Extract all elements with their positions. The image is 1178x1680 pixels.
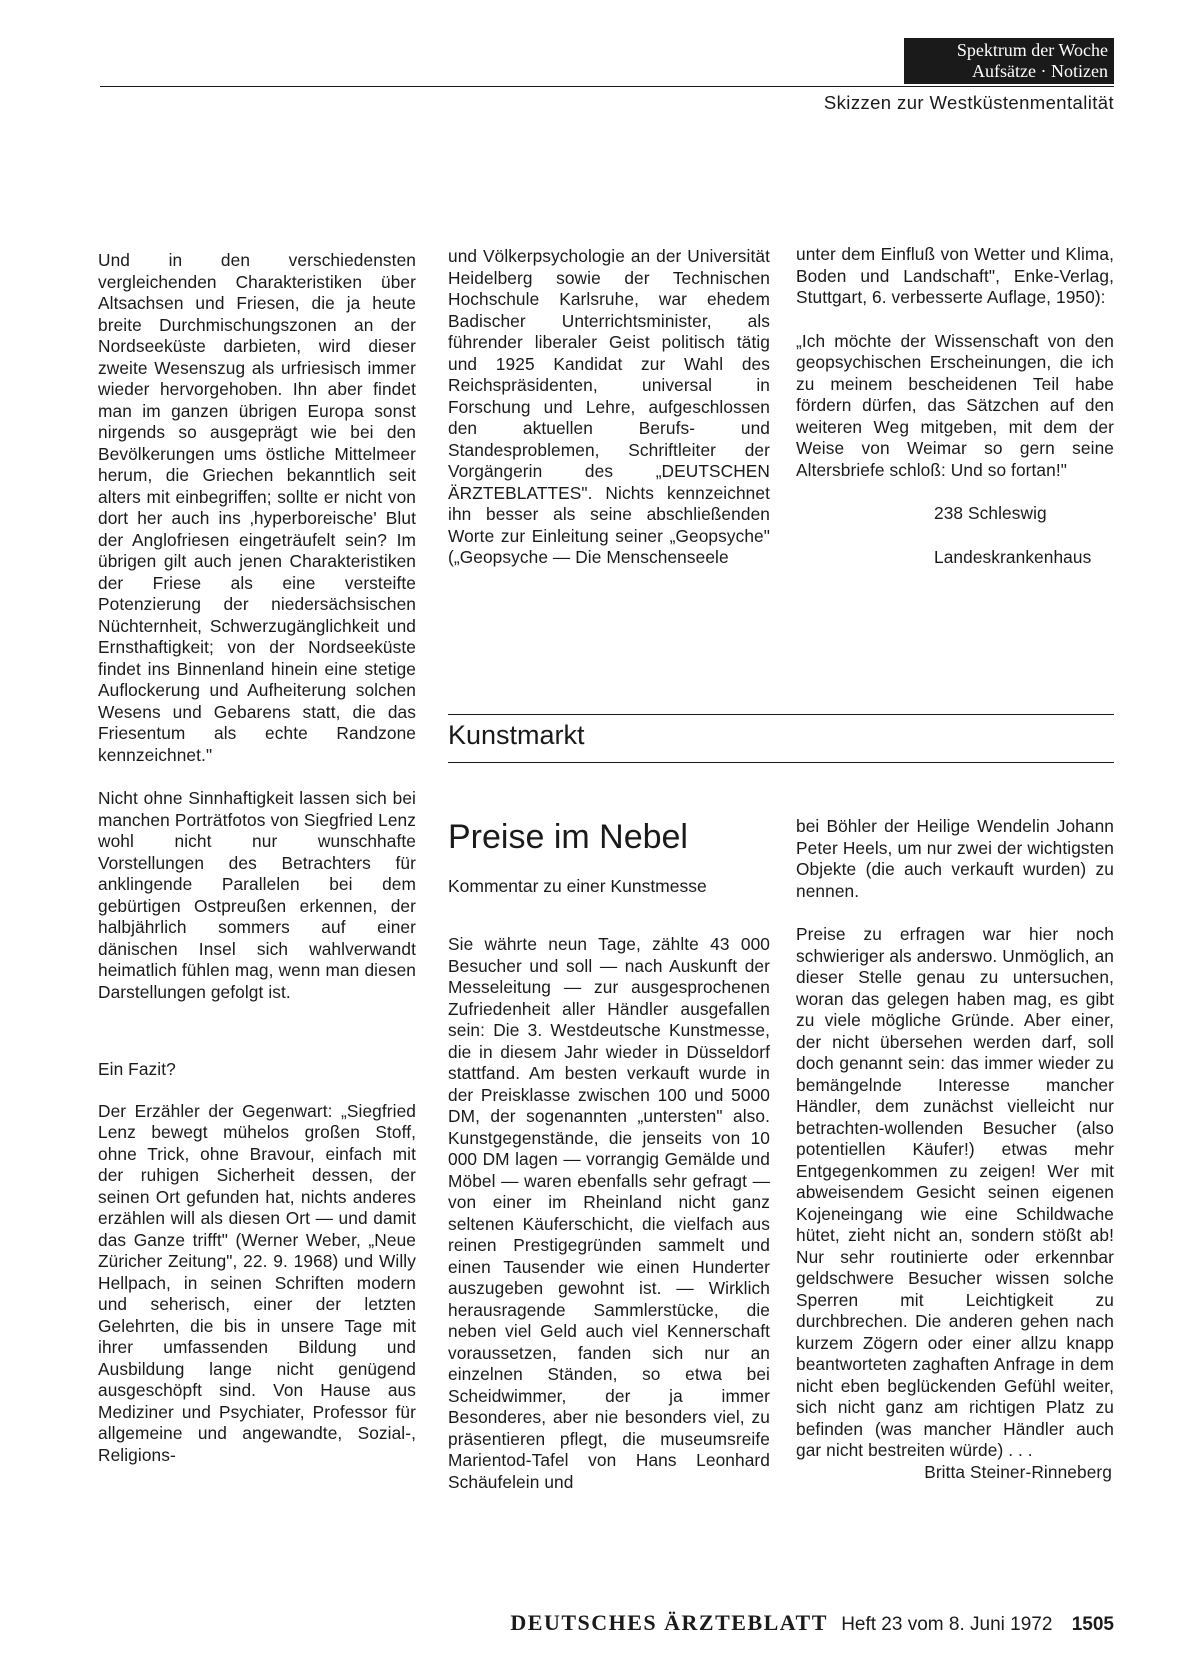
section-badge xyxy=(904,38,1114,84)
column-left xyxy=(98,250,416,1488)
column-middle-top xyxy=(448,246,770,591)
paragraph: unter dem Einfluß von Wetter und Klima, Boden und Landschaft", Enke-Verlag, Stuttgart, 6. verbesserte Auflage, 1950): xyxy=(796,244,1114,307)
column-right-top xyxy=(796,244,1114,590)
article-author: Britta Steiner-Rinneberg xyxy=(924,1461,1112,1482)
section-title: Skizzen zur Westküstenmentalität xyxy=(823,92,1114,113)
section-rule-top xyxy=(448,714,1114,715)
column-middle-bottom xyxy=(448,934,770,1515)
subheading: Ein Fazit? xyxy=(98,1059,176,1079)
column-right-bottom xyxy=(796,816,1114,1483)
page-footer xyxy=(510,1610,1114,1636)
page-number: 1505 xyxy=(1071,1614,1114,1635)
paragraph: Sie währte neun Tage, zählte 43 000 Besucher und soll — nach Auskunft der Messeleitung — zur ausgesprochenen Zufriedenheit aller Händler ausgefallen sein: Die 3. Westdeutsche Kunstmesse, die in diesem Jahr wieder in Düsseldorf stattfand. Am besten verkauft wurde in der Preisklasse zwischen 100 und 5000 DM, der sogenannten „untersten" also. Kunstgegenstände, die jenseits von 10 000 DM lagen — vorrangig Gemälde und Möbel — waren ebenfalls sehr gefragt — von einer im Rheinland nicht ganz seltenen Käuferschicht, die vielfach aus reinen Prestigegründen sammelt und einen Tausender wie einen Hunderter auszugeben gewohnt ist. — Wirklich herausragende Sammlerstücke, die neben viel Geld auch viel Kennerschaft voraussetzen, fanden sich nur an einzelnen Ständen, so etwa bei Scheidwimmer, der ja immer Besonderes, aber nie besonders viel, zu präsentieren pflegt, die museumsreife Marientod-Tafel von Hans Leonhard Schäufelein und xyxy=(448,934,770,1492)
paragraph: Preise zu erfragen war hier noch schwieriger als anderswo. Unmöglich, an dieser Stelle genau zu untersuchen, woran das gelegen haben mag, es gibt zu viele mögliche Gründe. Aber einer, der nicht übersehen werden darf, soll doch genannt sein: das immer wieder zu bemängelnde Interesse mancher Händler, dem zunächst vielleicht nur betrachten-wollenden Besucher (also potentiellen Käufer!) etwas mehr Entgegenkommen zu zeigen! Wer mit abweisendem Gesicht seinen eigenen Kojeneingang wie eine Schildwache hütet, zieht nicht an, sondern stößt ab! Nur sehr routinierte oder erkennbar geldschwere Besucher wissen solche Sperren mit Leichtigkeit zu durchbrechen. Die anderen gehen nach kurzem Zögern oder einer allzu knapp beantworteten zaghaften Anfrage in dem nicht eben beglückenden Gefühl weiter, sich nicht ganz am richtigen Platz zu befinden (was mancher Händler auch gar nicht bestreiten würde) . . . xyxy=(796,924,1114,1460)
paragraph: bei Böhler der Heilige Wendelin Johann Peter Heels, um nur zwei der wichtigsten Objekte (die auch verkauft wurden) zu nennen. xyxy=(796,816,1114,901)
badge-line-1: Spektrum der Woche xyxy=(956,40,1108,60)
paragraph: Nicht ohne Sinnhaftigkeit lassen sich bei manchen Porträtfotos von Siegfried Lenz wohl nicht nur wunschhafte Vorstellungen des Betrachters für anklingende Parallelen bei dem gebürtigen Ostpreußen erkennen, der halbjährlich sommers auf einer dänischen Insel sich wahlverwandt heimatlich fühlen mag, wenn man diesen Darstellungen gefolgt ist. xyxy=(98,788,416,1002)
paragraph: Und in den verschiedensten vergleichenden Charakteristiken über Altsachsen und Friesen, die ja heute breite Durchmischungszonen an der Nordseeküste darbieten, wird dieser zweite Wesenszug als urfriesisch immer wieder hervorgehoben. Ihn aber findet man im ganzen übrigen Europa sonst nirgends so ausgeprägt wie bei den Bevölkerungen ums östliche Mittelmeer herum, die Griechen bekanntlich seit alters mit einbegriffen; sollte er nicht von dort her auch ins ‚hyperboreische' Blut der Anglofriesen eingeträufelt sein? Im übrigen gilt auch jenen Charakteristiken der Friese als eine versteifte Potenzierung der niedersächsischen Nüchternheit, Schwerzugänglichkeit und Ernsthaftigkeit; von der Nordseeküste findet ins Binnenland hinein eine stetige Auflockerung und Aufheiterung solchen Wesens und Gebarens statt, die das Friesentum als echte Randzone kennzeichnet." xyxy=(98,250,416,765)
header-rule xyxy=(100,86,1114,87)
article-subtitle: Kommentar zu einer Kunstmesse xyxy=(448,876,707,896)
journal-name: DEUTSCHES ÄRZTEBLATT xyxy=(510,1610,828,1635)
paragraph: und Völkerpsychologie an der Universität Heidelberg sowie der Technischen Hochschule Karlsruhe, war ehedem Badischer Unterrichtsminister, als führender liberaler Geist politisch tätig und 1925 Kandidat zur Wahl des Reichspräsidenten, universal in Forschung und Lehre, aufgeschlossen den aktuellen Berufs- und Standesproblemen, Schriftleiter der Vorgängerin des „DEUTSCHEN ÄRZTEBLATTES". Nichts kennzeichnet ihn besser als seine abschließenden Worte zur Einleitung seiner „Geopsyche" („Geopsyche — Die Menschenseele xyxy=(448,246,770,567)
article-title: Preise im Nebel xyxy=(448,818,688,856)
signature-location: 238 Schleswig xyxy=(934,503,1047,523)
badge-line-2: Aufsätze · Notizen xyxy=(972,61,1108,81)
section-heading: Kunstmarkt xyxy=(448,720,585,750)
paragraph: Der Erzähler der Gegenwart: „Siegfried Lenz bewegt mühelos großen Stoff, ohne Trick, ohne Bravour, einfach mit der ruhigen Sicherheit dessen, der seinen Ort gefunden hat, nichts anderes erzählen will als diesen Ort — und damit das Ganze trifft" (Werner Weber, „Neue Züricher Zeitung", 22. 9. 1968) und Willy Hellpach, in seinen Schriften modern und seherisch, einer der letzten Gelehrten, die bis in unsere Tage mit ihrer umfassenden Bildung und Ausbildung lange nicht genügend ausgeschöpft sind. Von Hause aus Mediziner und Psychiater, Professor für allgemeine und angewandte, Sozial-, Religions- xyxy=(98,1100,416,1465)
paragraph: „Ich möchte der Wissenschaft von den geopsychischen Erscheinungen, die ich zu meinem bescheidenen Teil habe fördern dürfen, das Sätzchen auf den weiteren Weg mitgeben, mit dem der Weise von Weimar so gern seine Altersbriefe schloß: Und so fortan!" xyxy=(796,330,1114,480)
issue-info: Heft 23 vom 8. Juni 1972 xyxy=(841,1614,1053,1635)
signature-institution: Landeskrankenhaus xyxy=(934,546,1092,567)
section-rule-bottom xyxy=(448,762,1114,763)
